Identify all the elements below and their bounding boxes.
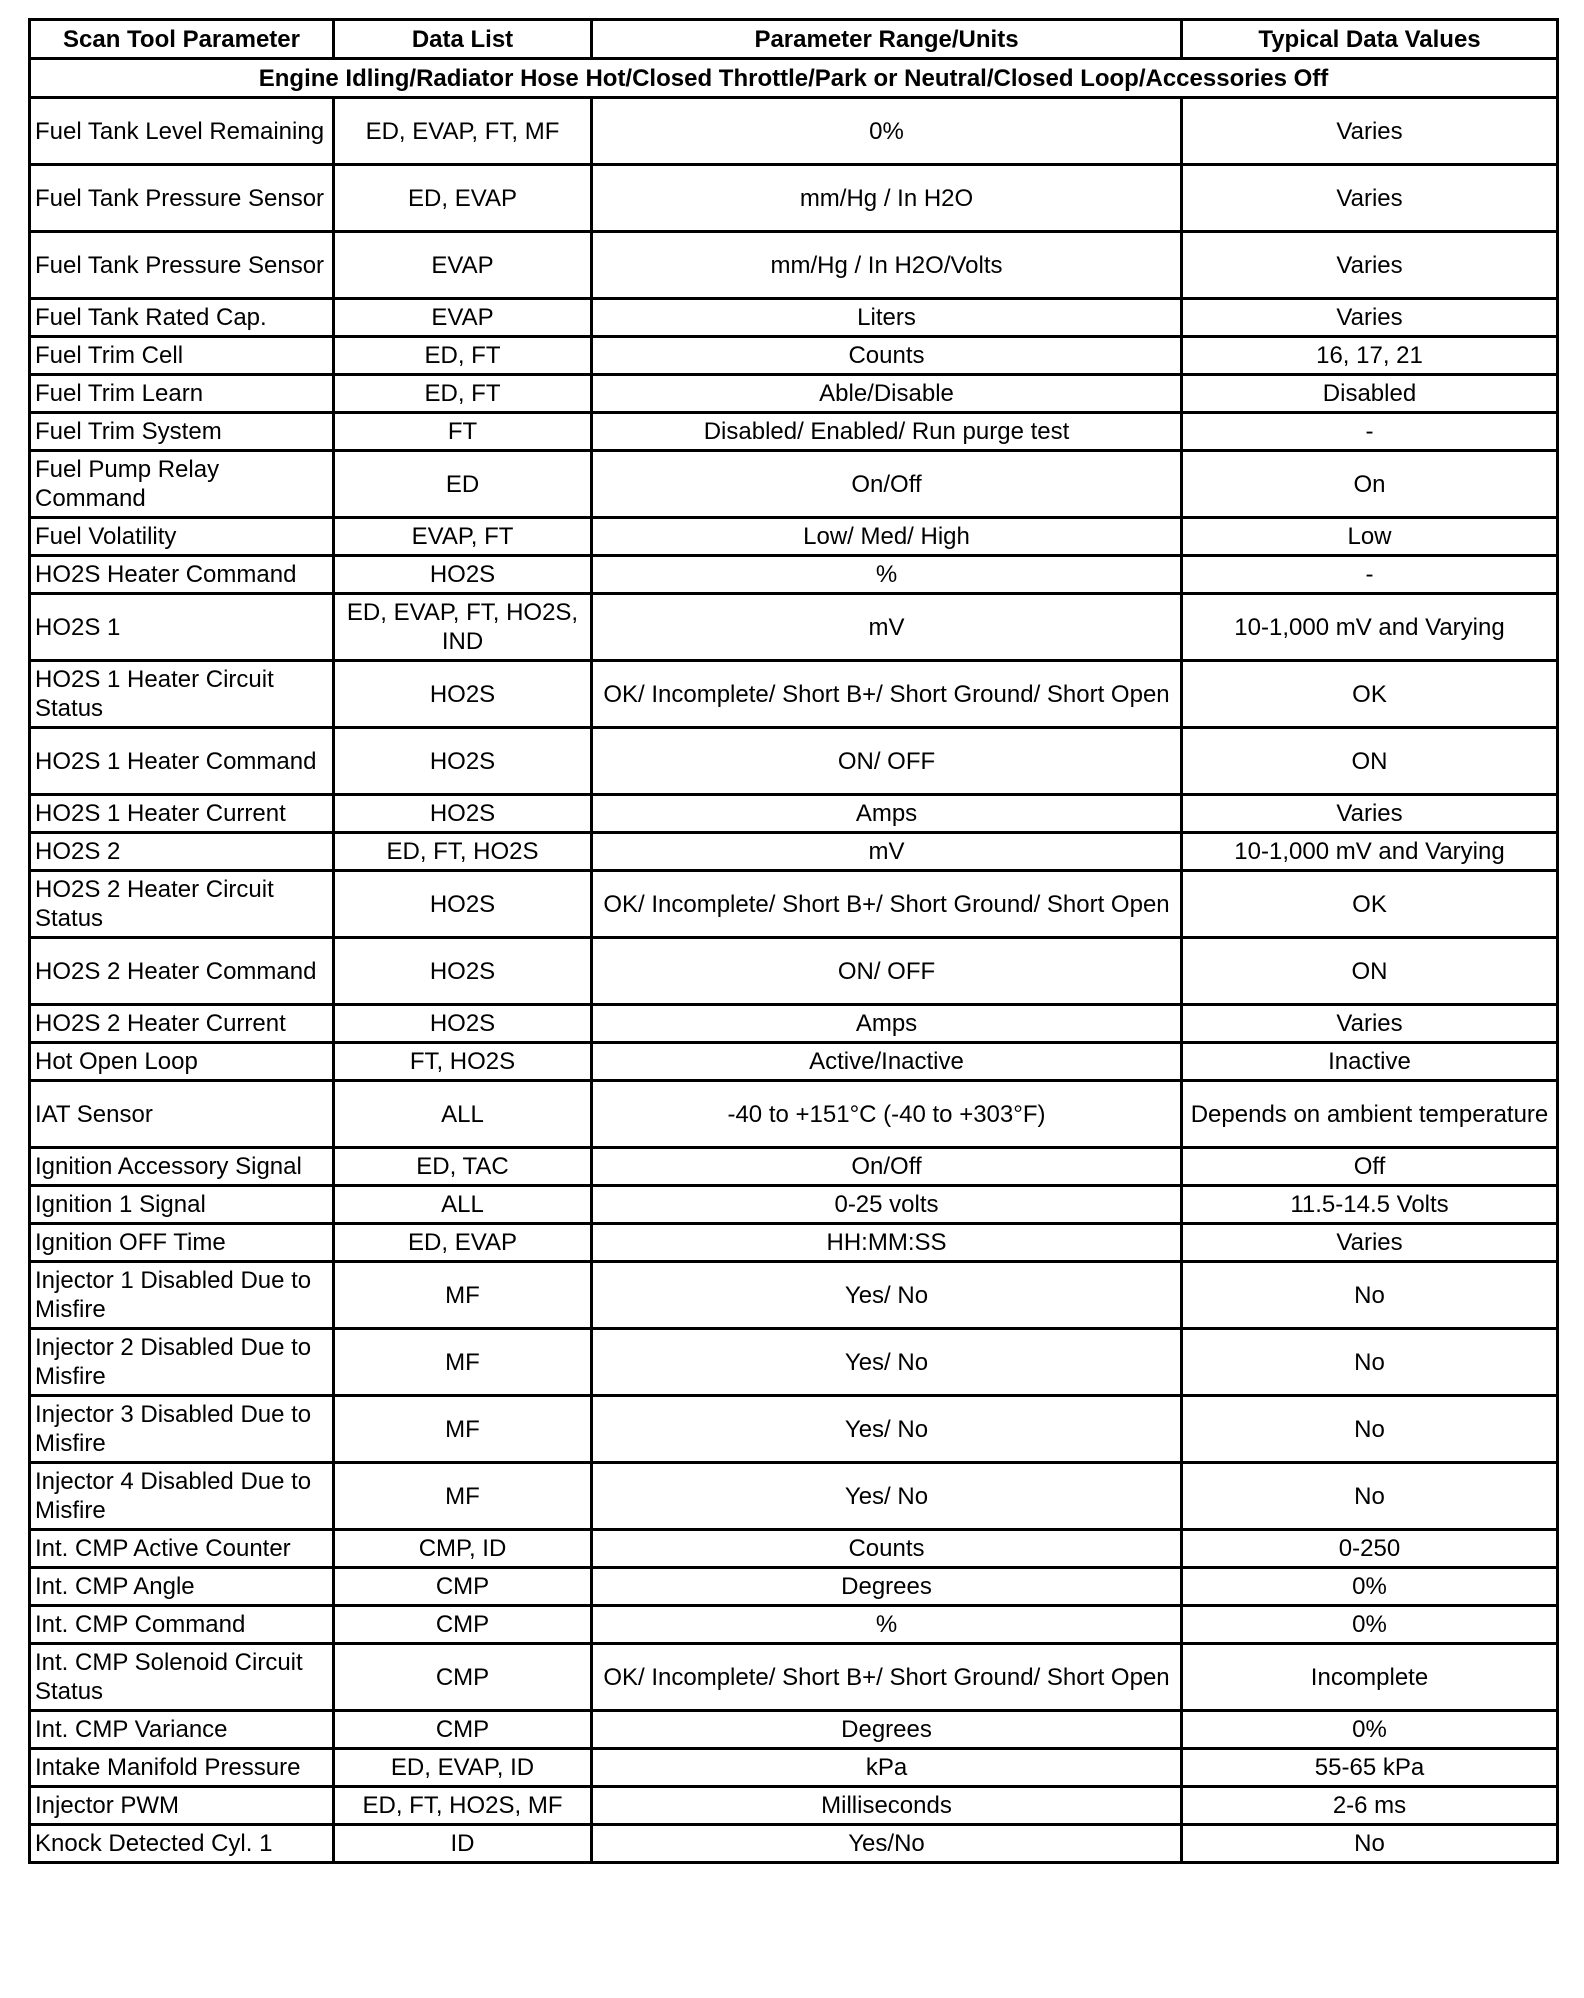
cell-data-list: CMP: [334, 1568, 592, 1606]
table-row: [30, 871, 1558, 938]
cell-data-list: HO2S: [334, 1005, 592, 1043]
cell-range-units: Active/Inactive: [592, 1043, 1182, 1081]
cell-range-units: Yes/ No: [592, 1463, 1182, 1530]
table-row: [30, 1186, 1558, 1224]
cell-parameter: HO2S 1: [30, 594, 334, 661]
table-row: [30, 938, 1558, 1005]
cell-range-units: On/Off: [592, 1148, 1182, 1186]
cell-data-list: HO2S: [334, 871, 592, 938]
cell-parameter: Injector 1 Disabled Due to Misfire: [30, 1262, 334, 1329]
cell-range-units: mV: [592, 594, 1182, 661]
table-row: [30, 299, 1558, 337]
cell-range-units: ON/ OFF: [592, 938, 1182, 1005]
cell-data-list: ED, EVAP: [334, 165, 592, 232]
cell-parameter: HO2S 2 Heater Command: [30, 938, 334, 1005]
cell-typical-value: Varies: [1182, 299, 1558, 337]
table-row: [30, 1606, 1558, 1644]
cell-data-list: EVAP: [334, 232, 592, 299]
cell-typical-value: Varies: [1182, 98, 1558, 165]
table-row: [30, 1463, 1558, 1530]
cell-range-units: %: [592, 1606, 1182, 1644]
header-parameter-range-units: Parameter Range/Units: [592, 20, 1182, 59]
cell-parameter: Fuel Trim Cell: [30, 337, 334, 375]
cell-range-units: mm/Hg / In H2O: [592, 165, 1182, 232]
cell-parameter: Fuel Tank Pressure Sensor: [30, 232, 334, 299]
cell-range-units: Low/ Med/ High: [592, 518, 1182, 556]
cell-parameter: Int. CMP Angle: [30, 1568, 334, 1606]
operating-condition: Engine Idling/Radiator Hose Hot/Closed Throttle/Park or Neutral/Closed Loop/Accessories Off: [30, 59, 1558, 98]
cell-range-units: Amps: [592, 1005, 1182, 1043]
cell-range-units: HH:MM:SS: [592, 1224, 1182, 1262]
table-row: [30, 1329, 1558, 1396]
cell-typical-value: 0%: [1182, 1711, 1558, 1749]
cell-data-list: ED, TAC: [334, 1148, 592, 1186]
cell-data-list: CMP, ID: [334, 1530, 592, 1568]
cell-parameter: Fuel Tank Rated Cap.: [30, 299, 334, 337]
table-row: [30, 1081, 1558, 1148]
cell-data-list: EVAP, FT: [334, 518, 592, 556]
cell-typical-value: Varies: [1182, 1005, 1558, 1043]
cell-range-units: Yes/ No: [592, 1262, 1182, 1329]
cell-data-list: ID: [334, 1825, 592, 1863]
table-row: [30, 1568, 1558, 1606]
cell-parameter: HO2S 1 Heater Command: [30, 728, 334, 795]
table-row: [30, 1530, 1558, 1568]
cell-typical-value: Low: [1182, 518, 1558, 556]
cell-parameter: Int. CMP Active Counter: [30, 1530, 334, 1568]
cell-typical-value: No: [1182, 1825, 1558, 1863]
cell-typical-value: 16, 17, 21: [1182, 337, 1558, 375]
scan-tool-data-table: [28, 18, 1559, 1864]
cell-data-list: CMP: [334, 1644, 592, 1711]
cell-data-list: CMP: [334, 1606, 592, 1644]
table-row: [30, 1224, 1558, 1262]
cell-range-units: -40 to +151°C (-40 to +303°F): [592, 1081, 1182, 1148]
cell-typical-value: Varies: [1182, 795, 1558, 833]
cell-typical-value: No: [1182, 1262, 1558, 1329]
table-row: [30, 337, 1558, 375]
cell-typical-value: 10-1,000 mV and Varying: [1182, 594, 1558, 661]
table-row: [30, 661, 1558, 728]
cell-typical-value: No: [1182, 1463, 1558, 1530]
cell-data-list: FT, HO2S: [334, 1043, 592, 1081]
cell-range-units: kPa: [592, 1749, 1182, 1787]
table-row: [30, 1825, 1558, 1863]
cell-data-list: ED, FT: [334, 375, 592, 413]
table-row: [30, 1148, 1558, 1186]
cell-typical-value: 55-65 kPa: [1182, 1749, 1558, 1787]
table-row: [30, 1787, 1558, 1825]
cell-parameter: HO2S 1 Heater Current: [30, 795, 334, 833]
cell-typical-value: 11.5-14.5 Volts: [1182, 1186, 1558, 1224]
cell-parameter: Int. CMP Variance: [30, 1711, 334, 1749]
cell-typical-value: 10-1,000 mV and Varying: [1182, 833, 1558, 871]
cell-parameter: Injector 3 Disabled Due to Misfire: [30, 1396, 334, 1463]
cell-typical-value: ON: [1182, 938, 1558, 1005]
cell-range-units: 0-25 volts: [592, 1186, 1182, 1224]
cell-parameter: Fuel Volatility: [30, 518, 334, 556]
table-row: [30, 1005, 1558, 1043]
table-row: [30, 1644, 1558, 1711]
cell-data-list: HO2S: [334, 795, 592, 833]
cell-typical-value: -: [1182, 556, 1558, 594]
cell-typical-value: OK: [1182, 661, 1558, 728]
table-row: [30, 1396, 1558, 1463]
cell-range-units: Degrees: [592, 1711, 1182, 1749]
cell-typical-value: On: [1182, 451, 1558, 518]
cell-typical-value: Varies: [1182, 1224, 1558, 1262]
cell-parameter: Hot Open Loop: [30, 1043, 334, 1081]
cell-typical-value: ON: [1182, 728, 1558, 795]
cell-range-units: Yes/ No: [592, 1329, 1182, 1396]
table-row: [30, 451, 1558, 518]
table-row: [30, 518, 1558, 556]
cell-typical-value: No: [1182, 1396, 1558, 1463]
cell-parameter: Injector 4 Disabled Due to Misfire: [30, 1463, 334, 1530]
cell-data-list: EVAP: [334, 299, 592, 337]
table-header-row: [30, 20, 1558, 59]
table-row: [30, 98, 1558, 165]
condition-row: [30, 59, 1558, 98]
cell-data-list: MF: [334, 1463, 592, 1530]
cell-range-units: mV: [592, 833, 1182, 871]
cell-range-units: OK/ Incomplete/ Short B+/ Short Ground/ Short Open: [592, 871, 1182, 938]
cell-data-list: ED, EVAP: [334, 1224, 592, 1262]
table-row: [30, 413, 1558, 451]
cell-data-list: MF: [334, 1329, 592, 1396]
cell-parameter: Fuel Pump Relay Command: [30, 451, 334, 518]
cell-range-units: Liters: [592, 299, 1182, 337]
table-row: [30, 165, 1558, 232]
cell-range-units: Able/Disable: [592, 375, 1182, 413]
cell-typical-value: Off: [1182, 1148, 1558, 1186]
cell-data-list: FT: [334, 413, 592, 451]
table-row: [30, 795, 1558, 833]
header-typical-data-values: Typical Data Values: [1182, 20, 1558, 59]
cell-range-units: Counts: [592, 337, 1182, 375]
table-row: [30, 833, 1558, 871]
cell-parameter: Ignition Accessory Signal: [30, 1148, 334, 1186]
table-row: [30, 594, 1558, 661]
header-data-list: Data List: [334, 20, 592, 59]
cell-parameter: Fuel Trim Learn: [30, 375, 334, 413]
cell-range-units: OK/ Incomplete/ Short B+/ Short Ground/ Short Open: [592, 661, 1182, 728]
cell-range-units: Milliseconds: [592, 1787, 1182, 1825]
cell-typical-value: Depends on ambient temperature: [1182, 1081, 1558, 1148]
cell-parameter: HO2S 2 Heater Current: [30, 1005, 334, 1043]
cell-range-units: On/Off: [592, 451, 1182, 518]
cell-data-list: ED: [334, 451, 592, 518]
cell-typical-value: No: [1182, 1329, 1558, 1396]
cell-data-list: ED, EVAP, FT, HO2S, IND: [334, 594, 592, 661]
cell-parameter: Knock Detected Cyl. 1: [30, 1825, 334, 1863]
table-row: [30, 728, 1558, 795]
cell-range-units: Disabled/ Enabled/ Run purge test: [592, 413, 1182, 451]
cell-parameter: Int. CMP Solenoid Circuit Status: [30, 1644, 334, 1711]
cell-range-units: Amps: [592, 795, 1182, 833]
table-row: [30, 1711, 1558, 1749]
cell-typical-value: -: [1182, 413, 1558, 451]
cell-typical-value: Varies: [1182, 165, 1558, 232]
cell-parameter: Intake Manifold Pressure: [30, 1749, 334, 1787]
cell-typical-value: 0-250: [1182, 1530, 1558, 1568]
table-row: [30, 556, 1558, 594]
cell-range-units: Degrees: [592, 1568, 1182, 1606]
cell-data-list: MF: [334, 1396, 592, 1463]
cell-parameter: HO2S 2: [30, 833, 334, 871]
table-row: [30, 1262, 1558, 1329]
cell-data-list: HO2S: [334, 728, 592, 795]
cell-range-units: ON/ OFF: [592, 728, 1182, 795]
cell-range-units: mm/Hg / In H2O/Volts: [592, 232, 1182, 299]
cell-parameter: IAT Sensor: [30, 1081, 334, 1148]
cell-data-list: ALL: [334, 1186, 592, 1224]
cell-typical-value: 0%: [1182, 1568, 1558, 1606]
cell-parameter: Ignition 1 Signal: [30, 1186, 334, 1224]
table-row: [30, 1749, 1558, 1787]
cell-typical-value: OK: [1182, 871, 1558, 938]
cell-data-list: ED, EVAP, FT, MF: [334, 98, 592, 165]
cell-data-list: ALL: [334, 1081, 592, 1148]
header-scan-tool-parameter: Scan Tool Parameter: [30, 20, 334, 59]
cell-range-units: Yes/ No: [592, 1396, 1182, 1463]
cell-typical-value: Incomplete: [1182, 1644, 1558, 1711]
cell-data-list: HO2S: [334, 556, 592, 594]
cell-range-units: Counts: [592, 1530, 1182, 1568]
cell-typical-value: 2-6 ms: [1182, 1787, 1558, 1825]
cell-data-list: MF: [334, 1262, 592, 1329]
table-row: [30, 1043, 1558, 1081]
cell-data-list: ED, FT, HO2S: [334, 833, 592, 871]
cell-parameter: Ignition OFF Time: [30, 1224, 334, 1262]
cell-typical-value: 0%: [1182, 1606, 1558, 1644]
cell-data-list: ED, FT, HO2S, MF: [334, 1787, 592, 1825]
cell-typical-value: Inactive: [1182, 1043, 1558, 1081]
cell-data-list: ED, EVAP, ID: [334, 1749, 592, 1787]
cell-parameter: Fuel Tank Level Remaining: [30, 98, 334, 165]
cell-parameter: Fuel Trim System: [30, 413, 334, 451]
cell-parameter: Injector PWM: [30, 1787, 334, 1825]
cell-parameter: HO2S 1 Heater Circuit Status: [30, 661, 334, 728]
table-row: [30, 232, 1558, 299]
cell-range-units: 0%: [592, 98, 1182, 165]
cell-range-units: OK/ Incomplete/ Short B+/ Short Ground/ Short Open: [592, 1644, 1182, 1711]
table-row: [30, 375, 1558, 413]
cell-parameter: HO2S Heater Command: [30, 556, 334, 594]
cell-parameter: Fuel Tank Pressure Sensor: [30, 165, 334, 232]
cell-data-list: HO2S: [334, 661, 592, 728]
cell-parameter: Int. CMP Command: [30, 1606, 334, 1644]
cell-range-units: %: [592, 556, 1182, 594]
cell-data-list: ED, FT: [334, 337, 592, 375]
cell-data-list: HO2S: [334, 938, 592, 1005]
cell-parameter: HO2S 2 Heater Circuit Status: [30, 871, 334, 938]
cell-parameter: Injector 2 Disabled Due to Misfire: [30, 1329, 334, 1396]
cell-data-list: CMP: [334, 1711, 592, 1749]
scan-tool-data-sheet: [28, 18, 1556, 1864]
cell-typical-value: Varies: [1182, 232, 1558, 299]
cell-typical-value: Disabled: [1182, 375, 1558, 413]
cell-range-units: Yes/No: [592, 1825, 1182, 1863]
